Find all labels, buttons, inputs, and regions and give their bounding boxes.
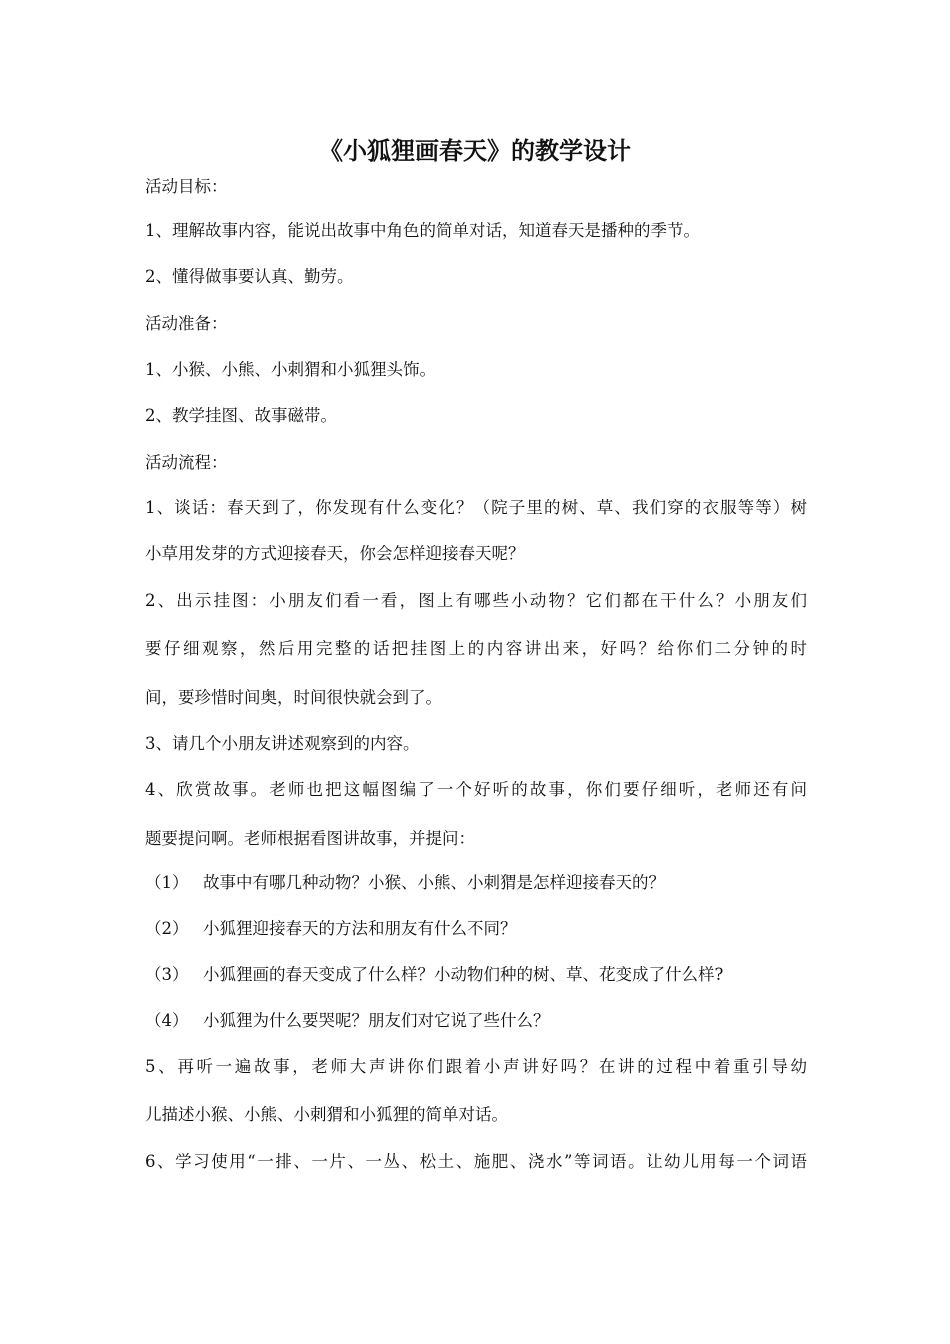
flow-step-6-line-1: 6、学习使用“一排、一片、一丛、松土、施肥、浇水”等词语。让幼儿用每一个词语 xyxy=(145,1152,807,1171)
flow-step-5-line-1: 5、再听一遍故事，老师大声讲你们跟着小声讲好吗？在讲的过程中着重引导幼 xyxy=(145,1057,807,1076)
question-4 xyxy=(145,1008,807,1034)
goal-item-2: 2、懂得做事要认真、勤劳。 xyxy=(145,267,354,286)
question-2 xyxy=(145,916,807,942)
question-text: 小狐狸画的春天变成了什么样？小动物们种的树、草、花变成了什么样? xyxy=(203,965,724,984)
flow-step-2-line-1: 2、出示挂图：小朋友们看一看，图上有哪些小动物？它们都在干什么？小朋友们 xyxy=(145,591,807,610)
question-text: 故事中有哪几种动物？小猴、小熊、小刺猬是怎样迎接春天的？ xyxy=(203,873,665,892)
flow-step-2-line-2: 要仔细观察，然后用完整的话把挂图上的内容讲出来，好吗？给你们二分钟的时 xyxy=(145,639,807,658)
question-text: 小狐狸为什么要哭呢？朋友们对它说了些什么？ xyxy=(203,1011,550,1030)
flow-step-4-line-2: 题要提问啊。老师根据看图讲故事，并提问： xyxy=(145,829,475,848)
question-number: （1） xyxy=(145,873,189,892)
goals-heading: 活动目标： xyxy=(145,177,228,196)
flow-step-3: 3、请几个小朋友讲述观察到的内容。 xyxy=(145,734,420,753)
flow-step-5-line-2: 儿描述小猴、小熊、小刺猬和小狐狸的简单对话。 xyxy=(145,1105,508,1124)
question-3 xyxy=(145,962,807,988)
question-number: （4） xyxy=(145,1011,189,1030)
question-number: （2） xyxy=(145,919,189,938)
question-number: （3） xyxy=(145,965,189,984)
prep-item-2: 2、教学挂图、故事磁带。 xyxy=(145,406,337,425)
question-1 xyxy=(145,870,807,896)
prep-heading: 活动准备： xyxy=(145,314,228,333)
flow-step-4-line-1: 4、欣赏故事。老师也把这幅图编了一个好听的故事，你们要仔细听，老师还有问 xyxy=(145,780,807,799)
goal-item-1: 1、理解故事内容，能说出故事中角色的简单对话，知道春天是播种的季节。 xyxy=(145,221,700,240)
flow-heading: 活动流程： xyxy=(145,453,228,472)
document-title: 《小狐狸画春天》的教学设计 xyxy=(319,136,631,165)
flow-step-1-line-2: 小草用发芽的方式迎接春天，你会怎样迎接春天呢？ xyxy=(145,544,525,563)
flow-step-1-line-1: 1、谈话：春天到了，你发现有什么变化？（院子里的树、草、我们穿的衣服等等）树 xyxy=(145,498,807,517)
flow-step-2-line-3: 间，要珍惜时间奥，时间很快就会到了。 xyxy=(145,688,442,707)
prep-item-1: 1、小猴、小熊、小刺猬和小狐狸头饰。 xyxy=(145,360,436,379)
question-text: 小狐狸迎接春天的方法和朋友有什么不同？ xyxy=(203,919,517,938)
